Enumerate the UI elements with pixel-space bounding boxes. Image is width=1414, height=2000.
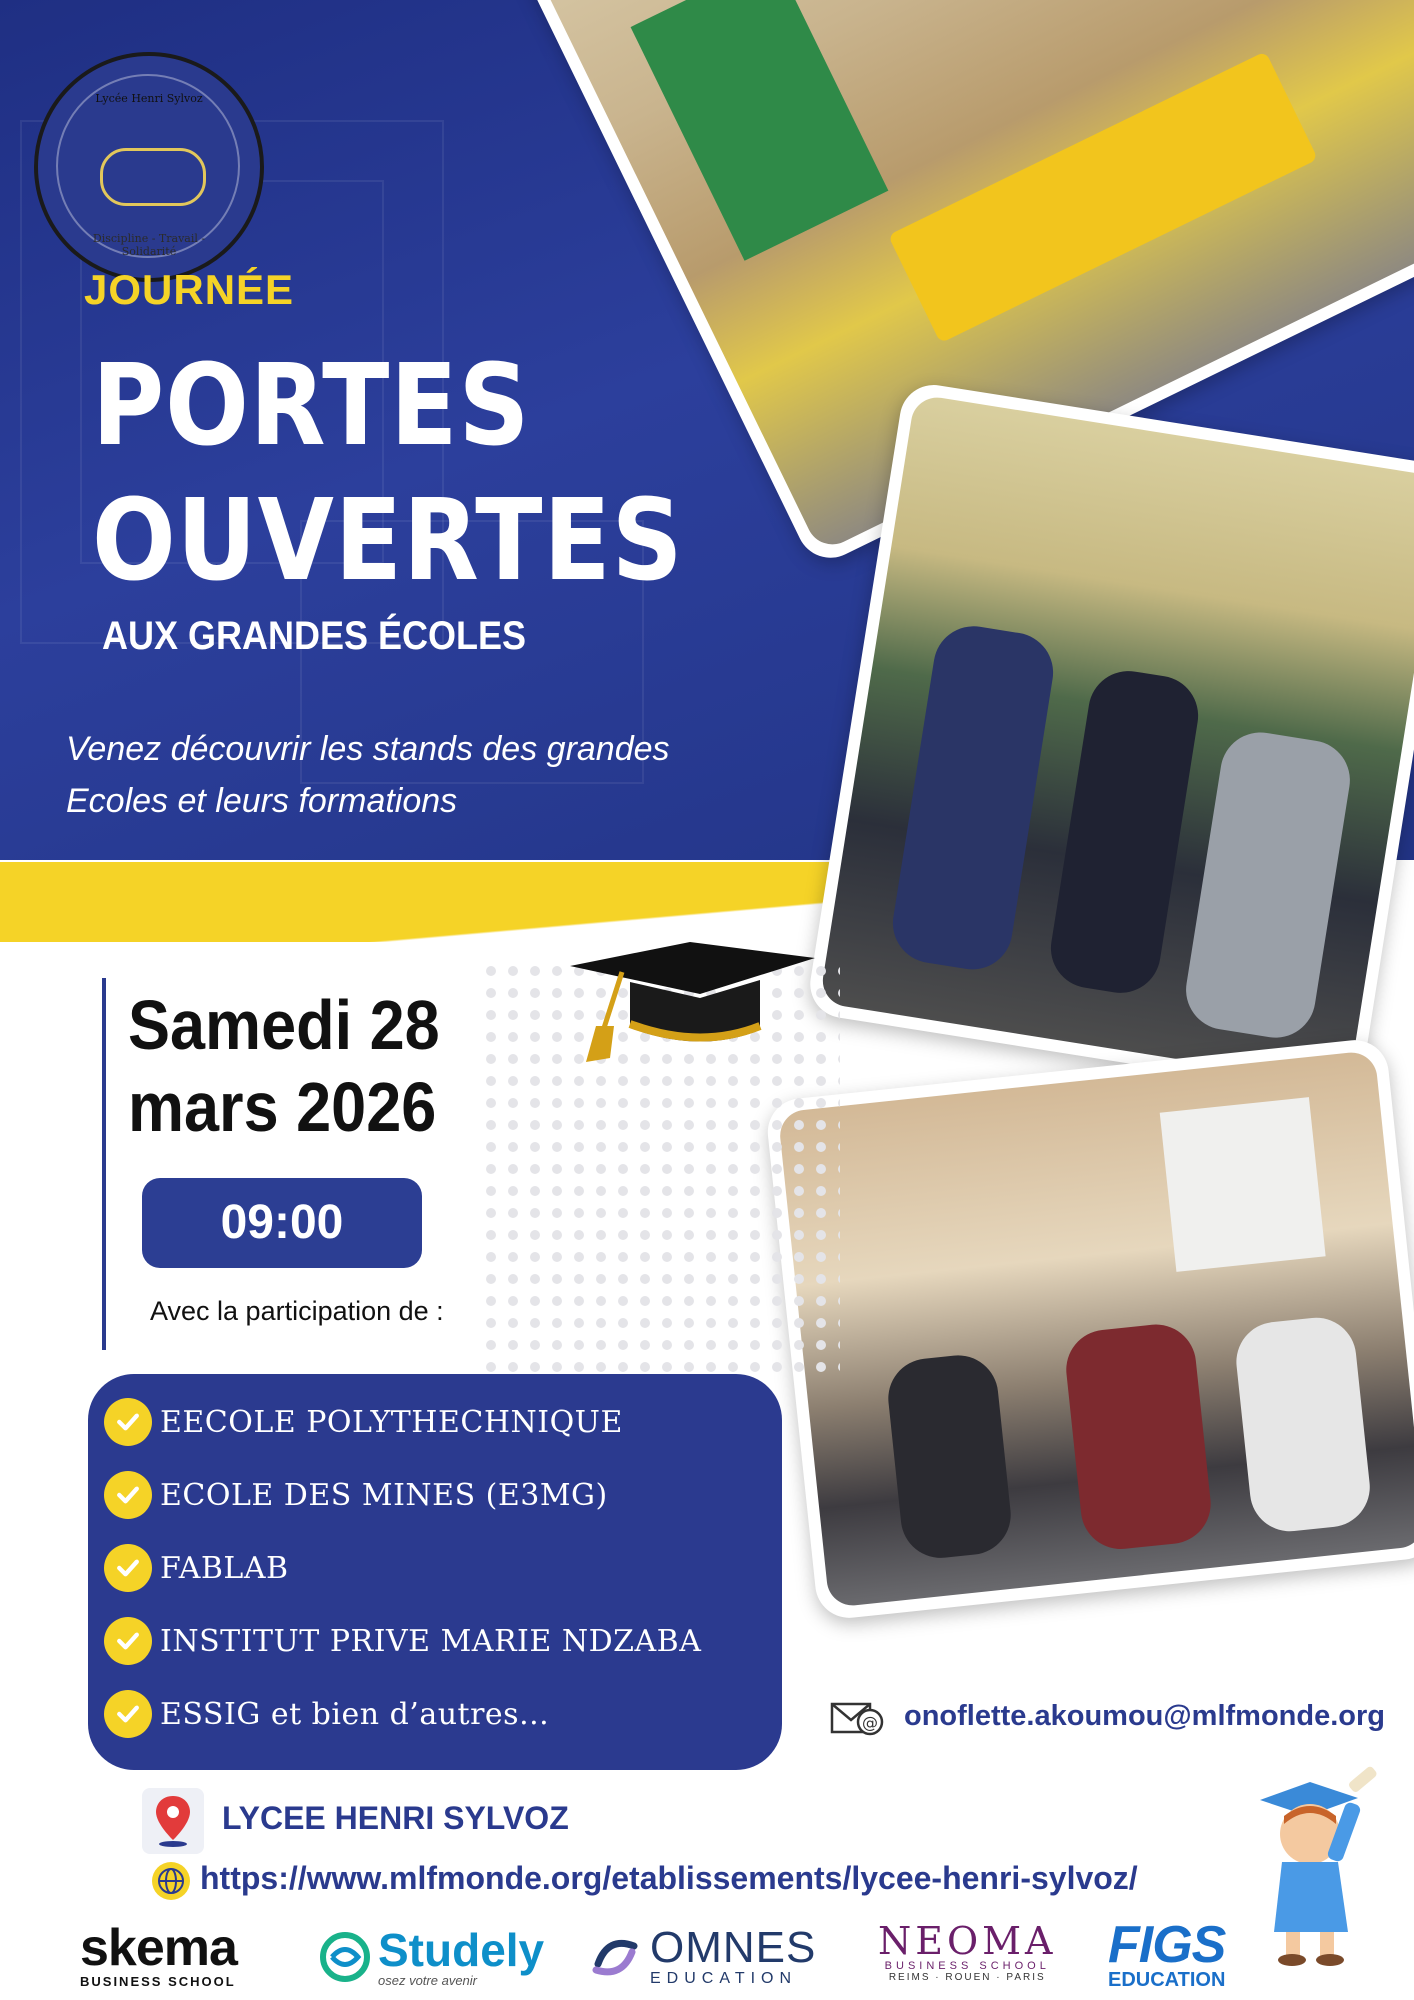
- check-icon: [104, 1471, 152, 1519]
- contact-email[interactable]: onoflette.akoumou@mlfmonde.org: [904, 1700, 1385, 1732]
- omnes-subtitle: EDUCATION: [650, 1970, 798, 1987]
- partner-logo-neoma: [878, 1919, 1057, 1992]
- school-name: ECOLE DES MINES (E3MG): [160, 1477, 608, 1513]
- neoma-cities: REIMS · ROUEN · PARIS: [888, 1972, 1046, 1983]
- svg-text:@: @: [862, 1713, 878, 1732]
- list-item: [104, 1394, 623, 1450]
- list-item: [104, 1686, 549, 1742]
- list-item: [104, 1540, 289, 1596]
- photo-corridor-queue: [805, 380, 1414, 1100]
- omnes-wordmark: OMNES: [650, 1923, 817, 1972]
- check-icon: [104, 1690, 152, 1738]
- tagline-line2: Ecoles et leurs formations: [66, 782, 458, 820]
- subtitle: AUX GRANDES ÉCOLES: [102, 614, 527, 658]
- neoma-subtitle: BUSINESS SCHOOL: [884, 1960, 1050, 1972]
- school-name: FABLAB: [160, 1550, 289, 1586]
- check-icon: [104, 1544, 152, 1592]
- event-date-line2: mars 2026: [128, 1068, 437, 1146]
- event-time-badge: 09:00: [142, 1178, 422, 1268]
- location-name: LYCEE HENRI SYLVOZ: [222, 1800, 569, 1836]
- studely-tagline: osez votre avenir: [378, 1972, 477, 1988]
- event-date-line1: Samedi 28: [128, 986, 440, 1064]
- email-icon: [830, 1698, 886, 1742]
- school-logo: [34, 52, 264, 282]
- school-name: INSTITUT PRIVE MARIE NDZABA: [160, 1623, 702, 1659]
- graduate-illustration: [1240, 1762, 1400, 1972]
- list-item: [104, 1467, 608, 1523]
- logo-text-bottom: Discipline - Travail - Solidarité: [92, 232, 206, 258]
- partner-logo-studely: [318, 1922, 544, 1992]
- skema-subtitle: BUSINESS SCHOOL: [80, 1974, 236, 1989]
- globe-icon: [150, 1860, 192, 1902]
- website-link[interactable]: https://www.mlfmonde.org/etablissements/lycee-henri-sylvoz/: [200, 1860, 1138, 1896]
- partner-logo-figs: [1108, 1916, 1226, 1992]
- schools-list: [88, 1374, 782, 1770]
- studely-wordmark: Studely: [378, 1923, 545, 1976]
- school-name: ESSIG et bien d’autres...: [160, 1696, 550, 1732]
- skema-wordmark: skema: [80, 1919, 237, 1977]
- neoma-wordmark: NEOMA: [878, 1919, 1057, 1963]
- eyebrow-title: JOURNÉE: [84, 266, 295, 313]
- omnes-emblem-icon: [588, 1930, 642, 1984]
- handshake-icon: [100, 148, 206, 206]
- partner-logo-skema: [80, 1919, 237, 1992]
- check-icon: [104, 1398, 152, 1446]
- graduation-cap-icon: [560, 938, 820, 1068]
- participation-label: Avec la participation de :: [150, 1296, 444, 1326]
- logo-text-top: Lycée Henri Sylvoz: [95, 92, 203, 105]
- main-title-line2: OUVERTES: [92, 476, 684, 606]
- studely-emblem-icon: [318, 1930, 372, 1984]
- figs-wordmark: FIGS: [1108, 1916, 1226, 1974]
- photo-classroom-meeting: [764, 1037, 1414, 1621]
- school-name: EECOLE POLYTHECHNIQUE: [160, 1404, 623, 1440]
- figs-subtitle: EDUCATION: [1108, 1968, 1226, 1991]
- check-icon: [104, 1617, 152, 1665]
- date-accent-line: [102, 978, 106, 1350]
- main-title-line1: PORTES: [92, 341, 531, 471]
- partner-logo-omnes: [588, 1922, 816, 1992]
- location-pin-icon: [142, 1788, 204, 1854]
- tagline-line1: Venez découvrir les stands des grandes: [66, 730, 670, 768]
- list-item: [104, 1613, 701, 1669]
